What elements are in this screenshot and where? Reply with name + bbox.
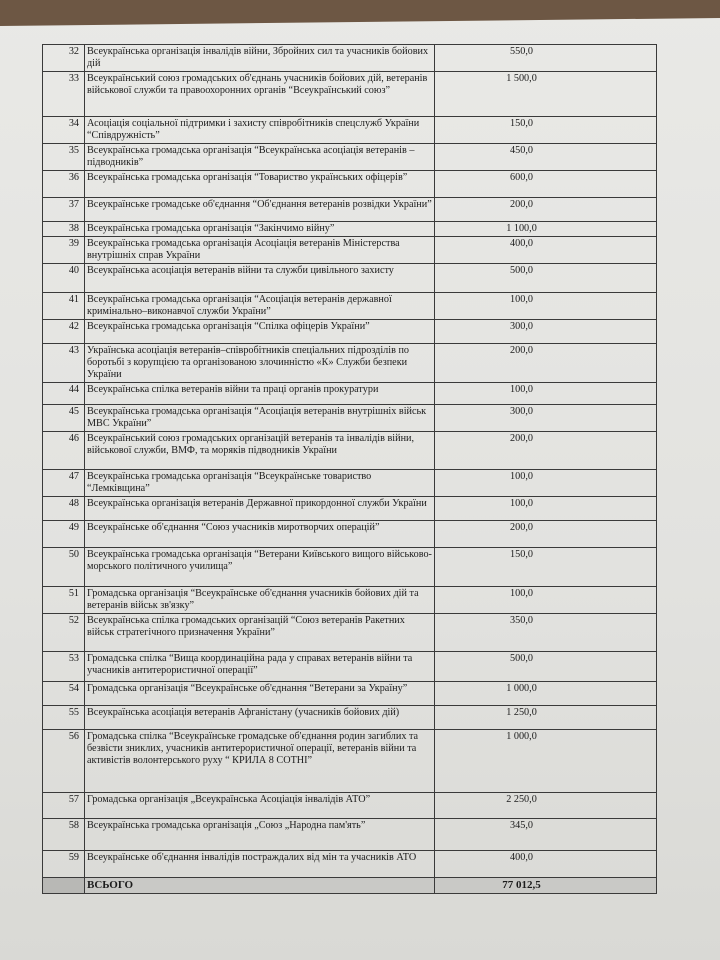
table-row	[43, 652, 657, 682]
table-row	[43, 222, 657, 237]
row-number: 45	[43, 405, 85, 432]
table-body	[43, 45, 657, 894]
table-row	[43, 548, 657, 587]
table-row	[43, 293, 657, 320]
row-number: 41	[43, 293, 85, 320]
table-row	[43, 320, 657, 344]
table-row	[43, 470, 657, 497]
amount-cell: 100,0	[435, 587, 657, 614]
amount-cell: 150,0	[435, 117, 657, 144]
organization-name: Українська асоціація ветеранів–співробітників спеціальних підрозділів по боротьбі з корупцією та організованою злочинністю «К» Служби безпеки України	[85, 344, 435, 383]
amount-cell: 1 100,0	[435, 222, 657, 237]
table-row	[43, 819, 657, 851]
row-number: 59	[43, 851, 85, 878]
row-number: 58	[43, 819, 85, 851]
amount-cell: 100,0	[435, 497, 657, 521]
amount-cell: 550,0	[435, 45, 657, 72]
table-row	[43, 344, 657, 383]
row-number: 51	[43, 587, 85, 614]
amount-cell: 345,0	[435, 819, 657, 851]
table-row	[43, 587, 657, 614]
organization-name: Громадська організація “Всеукраїнське об'єднання “Ветерани за Україну”	[85, 682, 435, 706]
organization-name: Всеукраїнське об'єднання інвалідів постраждалих від мін та учасників АТО	[85, 851, 435, 878]
table-row	[43, 706, 657, 730]
row-number: 34	[43, 117, 85, 144]
table-row	[43, 383, 657, 405]
organization-name: Всеукраїнське об'єднання “Союз учасників миротворчих операцій”	[85, 521, 435, 548]
organization-name: Всеукраїнська асоціація ветеранів Афганістану (учасників бойових дій)	[85, 706, 435, 730]
organization-name: Всеукраїнський союз громадських об'єднань учасників бойових дій, ветеранів військової служби та правоохоронних органів “Всеукраїнський союз”	[85, 72, 435, 117]
organization-name: Всеукраїнська асоціація ветеранів війни та служби цивільного захисту	[85, 264, 435, 293]
organization-name: Всеукраїнська громадська організація “Всеукраїнська асоціація ветеранів – підводників”	[85, 144, 435, 171]
amount-cell: 2 250,0	[435, 793, 657, 819]
amount-cell: 1 000,0	[435, 682, 657, 706]
row-number: 35	[43, 144, 85, 171]
table-row	[43, 72, 657, 117]
row-number: 53	[43, 652, 85, 682]
organization-name: Всеукраїнська громадська організація “Спілка офіцерів України”	[85, 320, 435, 344]
amount-cell: 200,0	[435, 344, 657, 383]
amount-cell: 1 250,0	[435, 706, 657, 730]
table-row	[43, 793, 657, 819]
amount-cell: 600,0	[435, 171, 657, 198]
row-number: 55	[43, 706, 85, 730]
organization-name: Всеукраїнський союз громадських організацій ветеранів та інвалідів війни, військової служби, ВМФ, та моряків підводників України	[85, 432, 435, 470]
organization-name: Асоціація соціальної підтримки і захисту співробітників спецслужб України “Співдружність”	[85, 117, 435, 144]
row-number: 38	[43, 222, 85, 237]
table-row	[43, 117, 657, 144]
table-row	[43, 730, 657, 793]
organization-name: Всеукраїнська громадська організація “Всеукраїнське товариство “Лемківщина”	[85, 470, 435, 497]
row-number: 32	[43, 45, 85, 72]
organization-name: Всеукраїнська організація ветеранів Державної прикордонної служби України	[85, 497, 435, 521]
organization-name: Всеукраїнська спілка ветеранів війни та праці органів прокуратури	[85, 383, 435, 405]
amount-cell: 100,0	[435, 383, 657, 405]
row-number: 48	[43, 497, 85, 521]
table-row	[43, 497, 657, 521]
organization-name: Всеукраїнська громадська організація “Товариство українських офіцерів”	[85, 171, 435, 198]
row-number: 52	[43, 614, 85, 652]
organization-name: Всеукраїнська громадська організація “Ветерани Київського вищого військово-морського політичного училища”	[85, 548, 435, 587]
row-number: 37	[43, 198, 85, 222]
table-row	[43, 432, 657, 470]
amount-cell: 300,0	[435, 320, 657, 344]
table-row	[43, 851, 657, 878]
row-number: 49	[43, 521, 85, 548]
organization-name: Всеукраїнська громадська організація “Асоціація ветеранів внутрішніх військ МВС України”	[85, 405, 435, 432]
row-number: 57	[43, 793, 85, 819]
organization-name: Всеукраїнська організація інвалідів війни, Збройних сил та учасників бойових дій	[85, 45, 435, 72]
amount-cell: 200,0	[435, 432, 657, 470]
amount-cell: 350,0	[435, 614, 657, 652]
table-row	[43, 171, 657, 198]
organization-name: Всеукраїнська спілка громадських організацій “Союз ветеранів Ракетних військ стратегічного призначення України”	[85, 614, 435, 652]
organization-name: Всеукраїнське громадське об'єднання “Об'єднання ветеранів розвідки України”	[85, 198, 435, 222]
table-row	[43, 198, 657, 222]
amount-cell: 300,0	[435, 405, 657, 432]
row-number: 40	[43, 264, 85, 293]
table-row	[43, 405, 657, 432]
amount-cell: 450,0	[435, 144, 657, 171]
row-number: 47	[43, 470, 85, 497]
organization-name: Всеукраїнська громадська організація „Союз „Народна пам'ять”	[85, 819, 435, 851]
row-number: 50	[43, 548, 85, 587]
row-number: 54	[43, 682, 85, 706]
row-number: 56	[43, 730, 85, 793]
organization-name: Громадська організація “Всеукраїнське об'єднання учасників бойових дій та ветеранів військ зв'язку”	[85, 587, 435, 614]
amount-cell: 1 500,0	[435, 72, 657, 117]
row-number: 36	[43, 171, 85, 198]
table-row	[43, 682, 657, 706]
total-label: ВСЬОГО	[85, 878, 435, 894]
total-amount: 77 012,5	[435, 878, 657, 894]
funding-table	[42, 44, 657, 894]
row-number: 44	[43, 383, 85, 405]
row-number: 42	[43, 320, 85, 344]
table-row	[43, 264, 657, 293]
amount-cell: 150,0	[435, 548, 657, 587]
amount-cell: 200,0	[435, 198, 657, 222]
total-number-cell	[43, 878, 85, 894]
organization-name: Громадська спілка “Вища координаційна рада у справах ветеранів війни та учасників антитерористичної операції”	[85, 652, 435, 682]
amount-cell: 100,0	[435, 470, 657, 497]
organization-name: Всеукраїнська громадська організація “Закінчимо війну”	[85, 222, 435, 237]
table-row	[43, 45, 657, 72]
amount-cell: 1 000,0	[435, 730, 657, 793]
organization-name: Громадська спілка “Всеукраїнське громадське об'єднання родин загиблих та безвісти зниклих, учасників антитерористичної операції, ветеранів війни та активістів волонтерського руху “ КРИЛА 8 СОТНІ”	[85, 730, 435, 793]
organization-name: Всеукраїнська громадська організація “Асоціація ветеранів державної кримінально–виконавчої служби України”	[85, 293, 435, 320]
amount-cell: 400,0	[435, 237, 657, 264]
table-row	[43, 144, 657, 171]
row-number: 43	[43, 344, 85, 383]
row-number: 33	[43, 72, 85, 117]
amount-cell: 500,0	[435, 652, 657, 682]
total-row	[43, 878, 657, 894]
table-row	[43, 521, 657, 548]
amount-cell: 100,0	[435, 293, 657, 320]
row-number: 39	[43, 237, 85, 264]
amount-cell: 400,0	[435, 851, 657, 878]
organization-name: Всеукраїнська громадська організація Асоціація ветеранів Міністерства внутрішніх справ України	[85, 237, 435, 264]
row-number: 46	[43, 432, 85, 470]
table-row	[43, 237, 657, 264]
table-row	[43, 614, 657, 652]
amount-cell: 500,0	[435, 264, 657, 293]
organization-name: Громадська організація „Всеукраїнська Асоціація інвалідів АТО”	[85, 793, 435, 819]
amount-cell: 200,0	[435, 521, 657, 548]
